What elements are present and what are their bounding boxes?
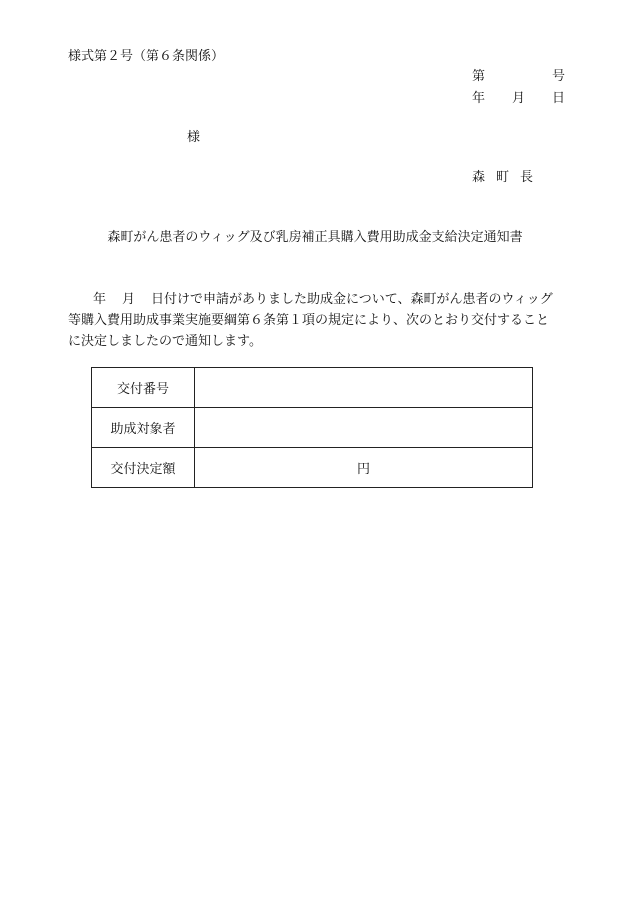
body-year-label: 年 (93, 292, 107, 307)
beneficiary-value (195, 408, 533, 448)
grant-number-value (195, 368, 533, 408)
form-number: 様式第２号（第６条関係） (68, 49, 225, 64)
date-year-label: 年 (472, 91, 486, 106)
recipient-honorific: 様 (187, 130, 201, 145)
body-line-3: に決定しましたので通知します。 (68, 334, 262, 349)
table-row (92, 368, 533, 408)
issue-number-label: 第 (472, 69, 486, 84)
grant-info-table (91, 367, 533, 488)
grant-amount-value: 円 (195, 448, 533, 488)
table-row (92, 408, 533, 448)
date-day-label: 日 (552, 91, 566, 106)
body-line-2: 等購入費用助成事業実施要綱第６条第１項の規定により、次のとおり交付すること (68, 313, 550, 328)
table-row (92, 448, 533, 488)
issuer-name: 森町長 (472, 170, 545, 185)
body-line-1 (68, 289, 568, 310)
issue-number-suffix: 号 (552, 69, 566, 84)
beneficiary-label: 助成対象者 (92, 408, 195, 448)
notice-body (68, 289, 568, 352)
date-month-label: 月 (512, 91, 526, 106)
document-title: 森町がん患者のウィッグ及び乳房補正具購入費用助成金支給決定通知書 (107, 230, 523, 245)
grant-number-label: 交付番号 (92, 368, 195, 408)
grant-amount-label: 交付決定額 (92, 448, 195, 488)
body-line-1-text: 日付けで申請がありました助成金について、森町がん患者のウィッグ (151, 292, 553, 307)
body-month-label: 月 (122, 292, 136, 307)
